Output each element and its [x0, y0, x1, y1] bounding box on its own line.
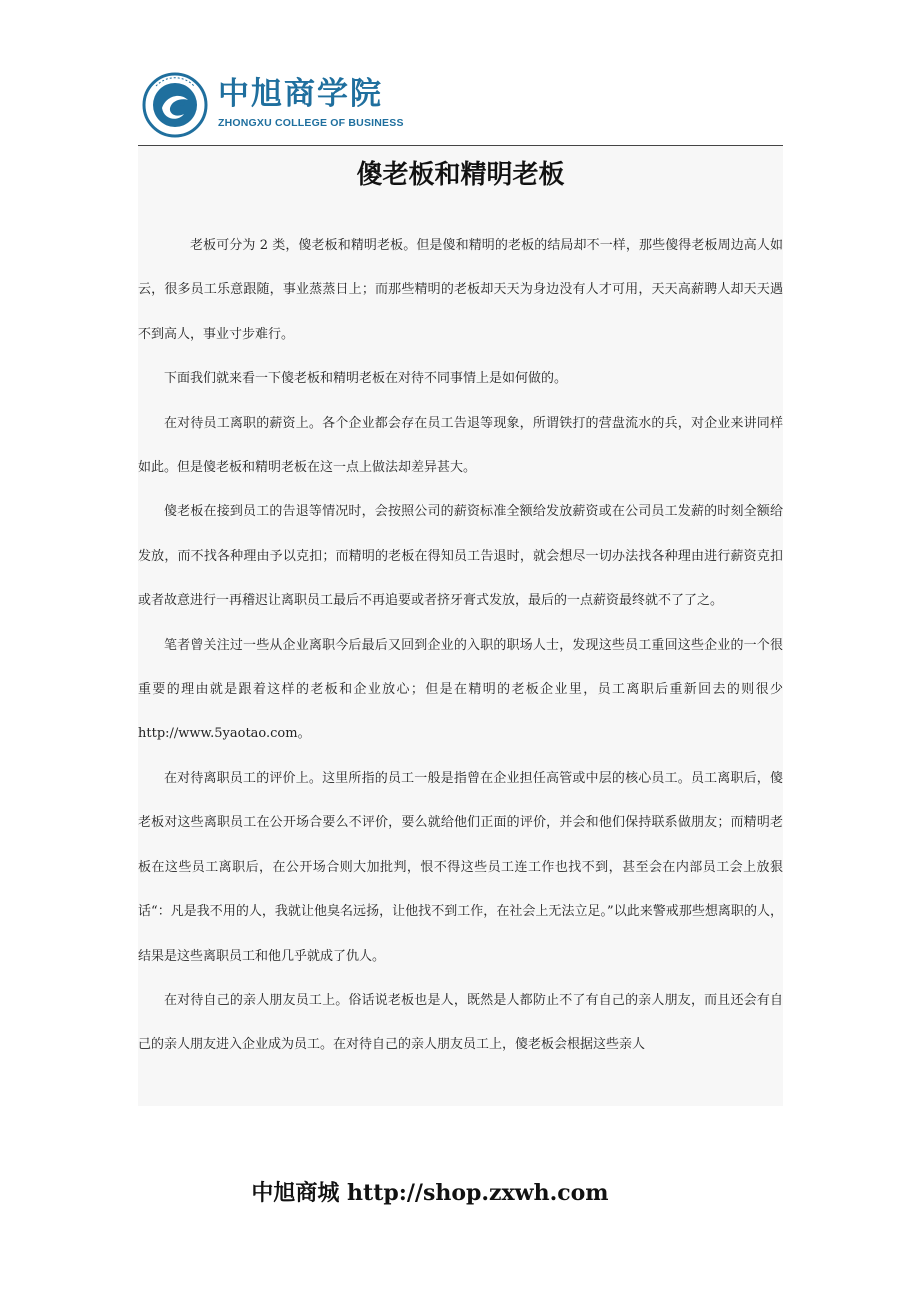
paragraph: 在对待自己的亲人朋友员工上。俗话说老板也是人，既然是人都防止不了有自己的亲人朋友，而且还会有自己的亲人朋友进入企业成为员工。在对待自己的亲人朋友员工上，傻老板会根据这些亲人 — [138, 992, 783, 1053]
document-header — [138, 70, 783, 146]
footer-link: 中旭商城 http://shop.zxwh.com — [251, 1180, 609, 1206]
paragraph: 下面我们就来看一下傻老板和精明老板在对待不同事情上是如何做的。 — [164, 371, 568, 387]
college-emblem-icon — [142, 72, 208, 138]
paragraph: 在对待离职员工的评价上。这里所指的员工一般是指曾在企业担任高管或中层的核心员工。员工离职后，傻老板对这些离职员工在公开场合要么不评价，要么就给他们正面的评价，并会和他们保持联系做朋友；而精明老板在这些员工离职后，在公开场合则大加批判，恨不得这些员工连工作也找不到，甚至会在内部员工会上放狠话“：凡是我不用的人，我就让他臭名远扬，让他找不到工作，在社会上无法立足。”以此来警戒那些想离职的人，结果是这些离职员工和他几乎就成了仇人。 — [138, 770, 783, 964]
document-title: 傻老板和精明老板 — [356, 160, 565, 190]
paragraph: 在对待员工离职的薪资上。各个企业都会存在员工告退等现象，所谓铁打的营盘流水的兵，对企业来讲同样如此。但是傻老板和精明老板在这一点上做法却差异甚大。 — [138, 415, 783, 476]
document-content — [138, 146, 783, 1106]
document-body — [138, 224, 783, 1068]
logo-title: 中旭商学院 — [218, 76, 383, 112]
logo-subtitle: ZHONGXU COLLEGE OF BUSINESS — [218, 117, 404, 129]
paragraph: 傻老板在接到员工的告退等情况时，会按照公司的薪资标准全额给发放薪资或在公司员工发薪的时刻全额给发放，而不找各种理由予以克扣；而精明的老板在得知员工告退时，就会想尽一切办法找各种理由进行薪资克扣或者故意进行一再稽迟让离职员工最后不再追要或者挤牙膏式发放，最后的一点薪资最终就不了了之。 — [138, 504, 783, 609]
paragraph: 笔者曾关注过一些从企业离职今后最后又回到企业的入职的职场人士，发现这些员工重回这些企业的一个很重要的理由就是跟着这样的老板和企业放心；但是在精明的老板企业里，员工离职后重新回去的则很少 http://www.5yaotao.com。 — [138, 637, 783, 742]
paragraph: 老板可分为 2 类，傻老板和精明老板。但是傻和精明的老板的结局却不一样，那些傻得老板周边高人如云，很多员工乐意跟随，事业蒸蒸日上；而那些精明的老板却天天为身边没有人才可用，天天高薪聘人却天天遇不到高人，事业寸步难行。 — [138, 238, 783, 342]
